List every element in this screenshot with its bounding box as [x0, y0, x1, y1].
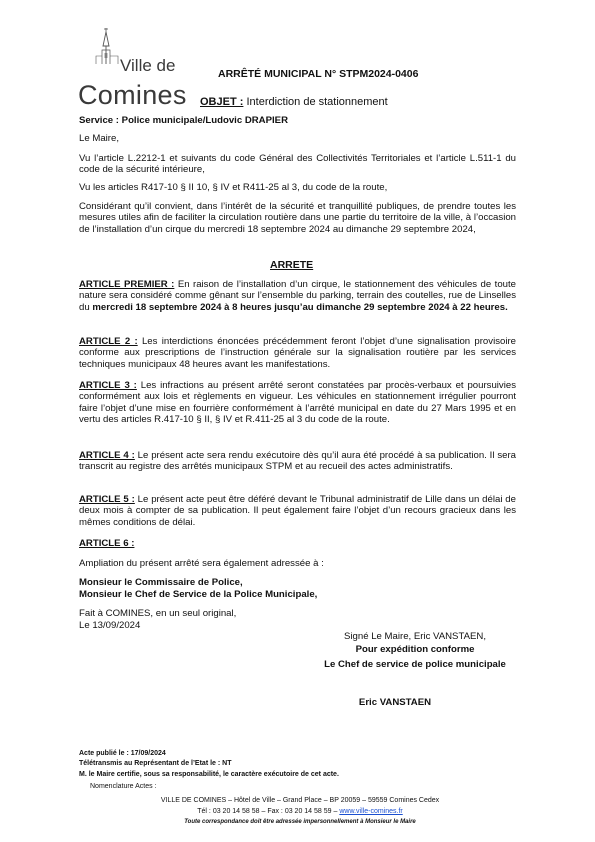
article-2 — [79, 336, 516, 370]
article-2-text: Les interdictions énoncées précédemment feront l’objet d’une signalisation provisoire conforme aux prescriptions de l’instruction générale sur la signalisation routière par les services techniques municipaux 48 heures avant les manifestations. — [79, 336, 516, 370]
vu-paragraph-2: Vu les articles R417-10 § II 10, § IV et R411-25 al 3, du code de la route, — [79, 182, 388, 193]
article-premier-label: ARTICLE PREMIER : — [79, 279, 175, 290]
footer-teletransmis: Télétransmis au Représentant de l’Etat le : NT — [79, 760, 232, 767]
signature-line-1: Signé Le Maire, Eric VANSTAEN, — [344, 631, 486, 642]
objet-label: OBJET : — [200, 96, 244, 108]
article-5-label: ARTICLE 5 : — [79, 494, 135, 505]
objet-line — [200, 96, 388, 108]
footer-contact-text: Tél : 03 20 14 58 58 – Fax : 03 20 14 58 59 – — [197, 808, 340, 815]
signature-line-3: Le Chef de service de police municipale — [324, 659, 506, 670]
footer-note: Toute correspondance doit être adressée impersonnellement à Monsieur le Maire — [184, 819, 416, 825]
article-premier-dates: mercredi 18 septembre 2024 à 8 heures jusqu’au dimanche 29 septembre 2024 à 22 heures. — [92, 301, 508, 313]
article-6 — [79, 538, 516, 549]
vu-paragraph-1: Vu l’article L.2212-1 et suivants du code Général des Collectivités Territoriales et l’article L.511-1 du code de la sécurité intérieure, — [79, 153, 516, 176]
logo-ville-text: Ville de — [120, 56, 176, 75]
article-4-text: Le présent acte sera rendu exécutoire dès qu’il aura été procédé à sa publication. Il sera transcrit au registre des arrêtés municipaux STPM et au recueil des actes administratifs. — [79, 450, 517, 473]
article-5 — [79, 494, 516, 528]
footer-nomenclature: Nomenclature Actes : — [90, 783, 157, 790]
salutation: Le Maire, — [79, 133, 119, 144]
article-2-label: ARTICLE 2 : — [79, 336, 138, 347]
recipient-1: Monsieur le Commissaire de Police, — [79, 577, 243, 588]
article-4 — [79, 450, 516, 473]
considerant-paragraph: Considérant qu’il convient, dans l’intérêt de la sécurité et tranquillité publiques, de prendre toutes les mesures utiles afin de faciliter la circulation routière dans une partie du territoire de la ville, à l’occasion de l’installation d’un cirque du mercredi 18 septembre 2024 au dimanche 29 septembre 2024, — [79, 201, 516, 235]
article-6-label: ARTICLE 6 : — [79, 538, 135, 549]
signatory-name: Eric VANSTAEN — [358, 697, 432, 708]
footer-contact — [60, 808, 540, 815]
article-3-text: Les infractions au présent arrêté seront constatées par procès-verbaux et poursuivies conformément aux lois et règlements en vigueur. Les véhicules en stationnement irrégulier pourront faire l’objet d’une mise en fourrière conformément à l’arrêté municipal en date du 27 Mars 1995 et en vertu des articles R.417-10 § II, § IV et R.411-25 al 3 du code de la route. — [79, 380, 516, 426]
article-3-label: ARTICLE 3 : — [79, 380, 137, 391]
document-title: ARRÊTÉ MUNICIPAL N° STPM2024-0406 — [218, 68, 419, 80]
article-premier — [79, 279, 516, 313]
ampliation-line: Ampliation du présent arrêté sera également adressée à : — [79, 558, 324, 569]
website-link[interactable]: www.ville-comines.fr — [339, 808, 403, 815]
date-line: Le 13/09/2024 — [79, 620, 141, 631]
article-3 — [79, 380, 516, 426]
article-5-text: Le présent acte peut être déféré devant le Tribunal administratif de Lille dans un délai de deux mois à compter de sa publication. Il peut également faire l’objet d’un recours gracieux dans les mêmes conditions de délai. — [79, 494, 516, 528]
objet-text: Interdiction de stationnement — [246, 96, 388, 108]
arrete-heading: ARRETE — [270, 259, 314, 271]
article-premier-text: En raison de l’installation d’un cirque, le stationnement des véhicules de toute nature sera considéré comme gênant sur l’ensemble du parking, terrain des coutelles, rue de Linselles du — [79, 279, 516, 313]
signature-line-2: Pour expédition conforme — [355, 644, 475, 655]
article-4-label: ARTICLE 4 : — [79, 450, 135, 461]
service-line: Service : Police municipale/Ludovic DRAPIER — [79, 115, 288, 126]
logo-comines-text: Comines — [78, 80, 187, 110]
footer-address: VILLE DE COMINES – Hôtel de Ville – Grand Place – BP 20059 – 59559 Comines Cedex — [160, 797, 440, 804]
recipient-2: Monsieur le Chef de Service de la Police Municipale, — [79, 589, 318, 600]
city-logo — [70, 26, 200, 108]
footer-certifie: M. le Maire certifie, sous sa responsabilité, le caractère exécutoire de cet acte. — [79, 771, 339, 778]
footer-publie: Acte publié le : 17/09/2024 — [79, 750, 166, 757]
fait-line: Fait à COMINES, en un seul original, — [79, 608, 237, 619]
